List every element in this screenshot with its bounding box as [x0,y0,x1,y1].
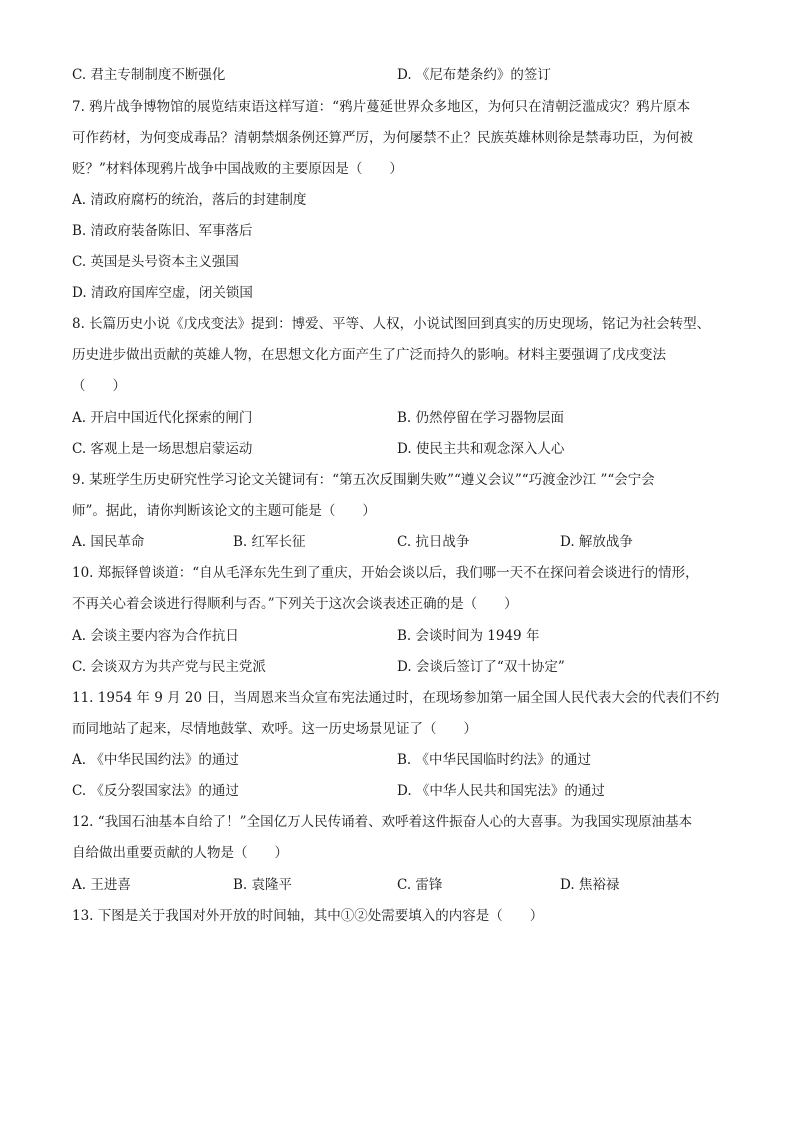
q12-stem-line2: 自给做出重要贡献的人物是（ ） [72,845,288,861]
q7-stem-line3: 贬？”材料体现鸦片战争中国战败的主要原因是（ ） [72,161,403,177]
q12-option-d: D. 焦裕禄 [560,877,620,893]
q7-option-d: D. 清政府国库空虚，闭关锁国 [72,285,253,301]
q7-option-a: A. 清政府腐朽的统治，落后的封建制度 [72,192,307,208]
q6-option-c: C. 君主专制制度不断强化 [72,67,226,83]
q9-stem-line2: 师”。据此，请你判断该论文的主题可能是（ ） [72,503,376,519]
q7-stem-line1: 7. 鸦片战争博物馆的展览结束语这样写道：“鸦片蔓延世界众多地区，为何只在清朝泛滥成灾？鸦片原本 [72,99,691,115]
q12-option-a: A. 王进喜 [72,877,131,893]
q8-option-d: D. 使民主共和观念深入人心 [397,441,565,457]
q8-stem-line1: 8. 长篇历史小说《戊戌变法》提到：博爱、平等、人权，小说试图回到真实的历史现场，铭记为社会转型、 [72,316,711,332]
q10-option-c: C. 会谈双方为共产党与民主党派 [72,659,266,675]
q6-option-d: D. 《尼布楚条约》的签订 [397,67,551,83]
q13-stem-line1: 13. 下图是关于我国对外开放的时间轴，其中①②处需要填入的内容是（ ） [72,908,544,924]
q7-stem-line2: 可作药材，为何变成毒品？清朝禁烟条例还算严厉，为何屡禁不止？民族英雄林则徐是禁毒功臣，为何被 [72,130,693,146]
q11-option-d: D. 《中华人民共和国宪法》的通过 [397,783,605,799]
q7-option-c: C. 英国是头号资本主义强国 [72,254,239,270]
q9-option-c: C. 抗日战争 [397,534,470,550]
q11-stem-line2: 而同地站了起来，尽情地鼓掌、欢呼。这一历史场景见证了（ ） [72,721,477,737]
q11-option-a: A. 《中华民国约法》的通过 [72,752,239,768]
q8-option-c: C. 客观上是一场思想启蒙运动 [72,441,253,457]
q8-stem-line2: 历史进步做出贡献的英雄人物，在思想文化方面产生了广泛而持久的影响。材料主要强调了戊戌变法 [72,347,666,363]
q10-option-d: D. 会谈后签订了“双十协定” [397,659,565,675]
q10-stem-line2: 不再关心着会谈进行得顺利与否。”下列关于这次会谈表述正确的是（ ） [72,596,518,612]
q11-option-b: B. 《中华民国临时约法》的通过 [397,752,592,768]
q10-option-a: A. 会谈主要内容为合作抗日 [72,628,239,644]
q10-option-b: B. 会谈时间为 1949 年 [397,628,540,644]
q12-option-b: B. 袁隆平 [233,877,293,893]
q9-stem-line1: 9. 某班学生历史研究性学习论文关键词有：“第五次反围剿失败”“遵义会议”“巧渡金沙江 ”“会宁会 [72,472,655,488]
q12-option-c: C. 雷锋 [397,877,443,893]
q7-option-b: B. 清政府装备陈旧、军事落后 [72,223,253,239]
q10-stem-line1: 10. 郑振铎曾谈道：“自从毛泽东先生到了重庆，开始会谈以后，我们哪一天不在探问着会谈进行的情形， [72,565,699,581]
q11-stem-line1: 11. 1954 年 9 月 20 日，当周恩来当众宣布宪法通过时，在现场参加第一届全国人民代表大会的代表们不约 [72,690,720,706]
q8-option-a: A. 开启中国近代化探索的闸门 [72,410,253,426]
q11-option-c: C. 《反分裂国家法》的通过 [72,783,239,799]
q9-option-a: A. 国民革命 [72,534,145,550]
q8-stem-line3: （ ） [72,378,126,394]
q9-option-d: D. 解放战争 [560,534,633,550]
q12-stem-line1: 12. “我国石油基本自给了！”全国亿万人民传诵着、欢呼着这件振奋人心的大喜事。为我国实现原油基本 [72,814,693,830]
q8-option-b: B. 仍然停留在学习器物层面 [397,410,565,426]
q9-option-b: B. 红军长征 [233,534,306,550]
